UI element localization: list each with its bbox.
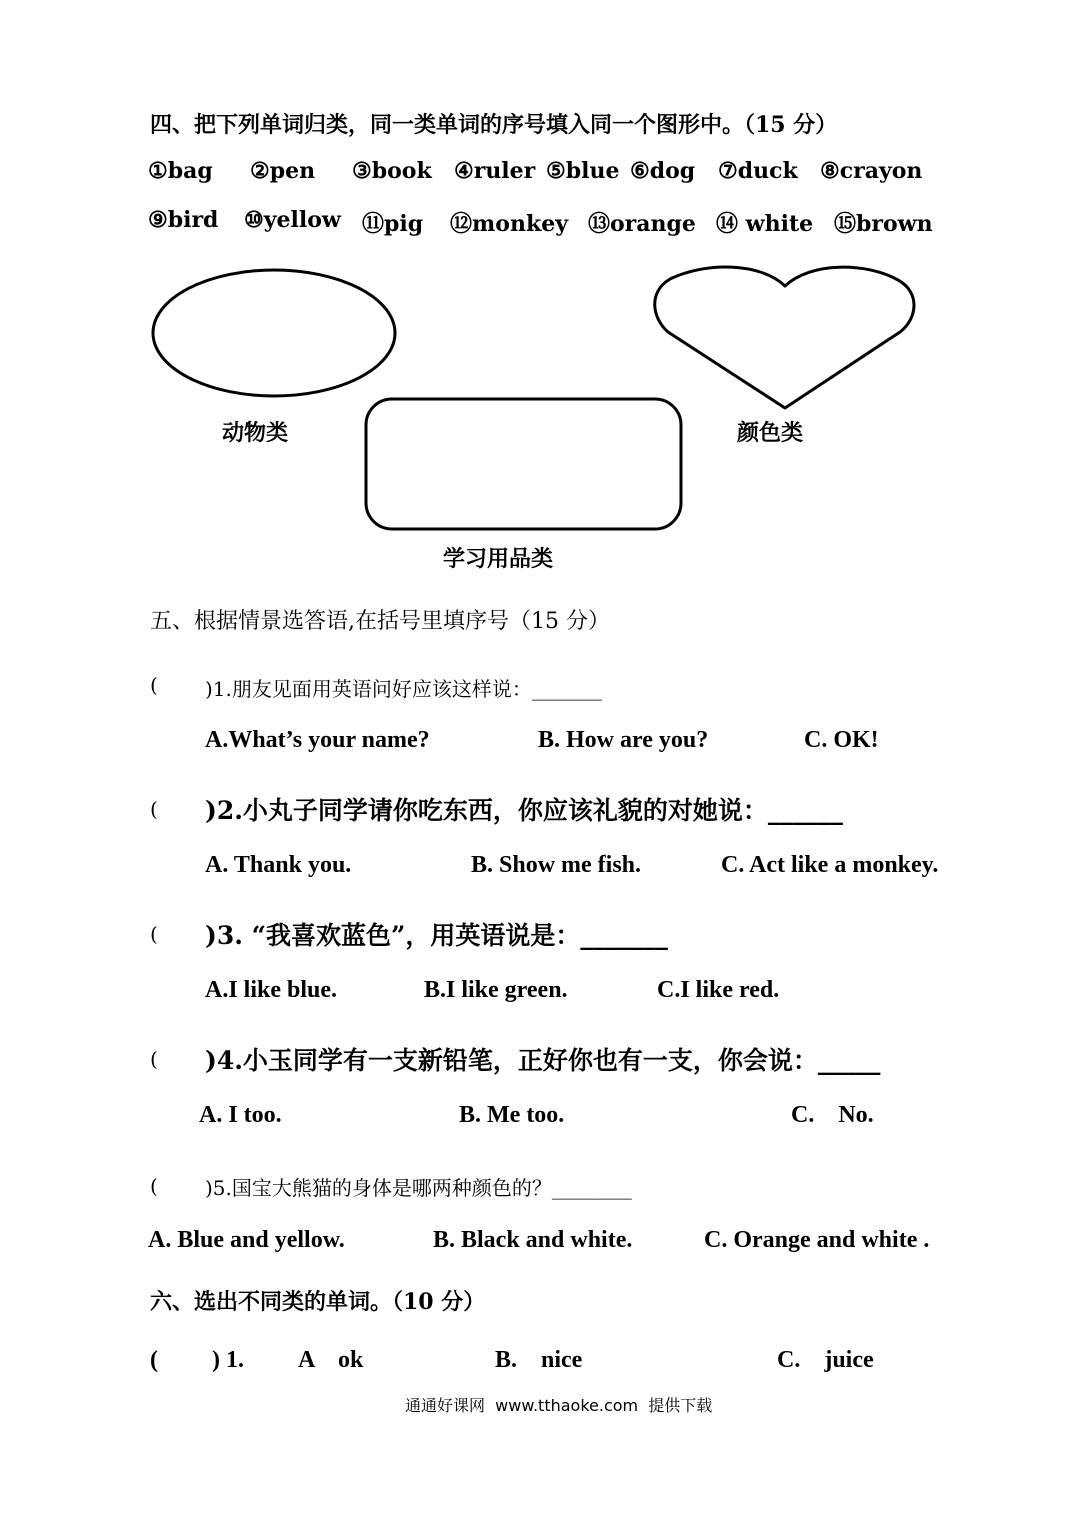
question-2: )2.小丸子同学请你吃东西，你应该礼貌的对她说：______ (205, 796, 843, 825)
question-5: )5.国宝大熊猫的身体是哪两种颜色的？________ (205, 1176, 632, 1200)
option-c[interactable]: C. juice (777, 1347, 874, 1373)
word-item: ⑩yellow (244, 207, 341, 233)
word-item: ⑧crayon (820, 158, 923, 184)
answer-paren[interactable]: ( (150, 922, 158, 946)
stationery-category-label: 学习用品类 (443, 547, 554, 572)
option-c[interactable]: C. OK! (804, 727, 879, 753)
option-c[interactable]: C.I like red. (657, 977, 780, 1003)
option-c[interactable]: C. No. (791, 1102, 874, 1128)
word-item: ①bag (148, 158, 213, 184)
option-a[interactable]: A. Blue and yellow. (148, 1227, 345, 1253)
option-b[interactable]: B.I like green. (424, 977, 568, 1003)
word-item: ⑫monkey (450, 211, 568, 237)
section-6-q1-number[interactable]: ( ) 1. (150, 1347, 244, 1373)
word-item: ⑦duck (718, 158, 798, 184)
word-item: ⑥dog (630, 158, 696, 184)
option-b[interactable]: B. How are you? (538, 727, 709, 753)
animal-category-label: 动物类 (222, 421, 289, 446)
color-heart[interactable] (655, 267, 914, 408)
question-4: )4.小玉同学有一支新铅笔，正好你也有一支，你会说：_____ (205, 1046, 881, 1075)
option-a[interactable]: A. Thank you. (205, 852, 352, 878)
option-b[interactable]: B. Black and white. (433, 1227, 633, 1253)
option-c[interactable]: C. Act like a monkey. (721, 852, 939, 878)
word-item: ⑤blue (546, 158, 620, 184)
word-item: ④ruler (454, 158, 536, 184)
word-item: ⑭ white (716, 211, 814, 237)
word-item: ⑨bird (148, 207, 219, 233)
option-a[interactable]: A. I too. (199, 1102, 282, 1128)
option-a[interactable]: A.What’s your name? (205, 727, 430, 753)
option-a[interactable]: A ok (298, 1347, 364, 1373)
answer-paren[interactable]: ( (150, 797, 158, 821)
word-item: ⑬orange (588, 211, 696, 237)
word-item: ⑪pig (362, 211, 424, 237)
color-category-label: 颜色类 (737, 421, 804, 446)
section-4-title: 四、把下列单词归类，同一类单词的序号填入同一个图形中。（15 分） (150, 112, 838, 138)
animal-ellipse[interactable] (153, 270, 395, 396)
option-c[interactable]: C. Orange and white . (704, 1227, 930, 1253)
section-6-title: 六、选出不同类的单词。（10 分） (150, 1289, 486, 1315)
question-1: )1.朋友见面用英语问好应该这样说：_______ (205, 677, 602, 701)
option-a[interactable]: A.I like blue. (205, 977, 338, 1003)
word-item: ②pen (250, 158, 316, 184)
footer-source: 通通好课网 www.tthaoke.com 提供下载 (405, 1396, 713, 1415)
answer-paren[interactable]: ( (150, 1047, 158, 1071)
answer-paren[interactable]: ( (150, 1174, 158, 1198)
option-b[interactable]: B. Me too. (459, 1102, 565, 1128)
word-item: ③book (352, 158, 432, 184)
answer-paren[interactable]: ( (150, 673, 158, 697)
option-b[interactable]: B. nice (495, 1347, 583, 1373)
question-3: )3. “我喜欢蓝色”，用英语说是：_______ (205, 921, 668, 950)
option-b[interactable]: B. Show me fish. (471, 852, 642, 878)
stationery-rectangle[interactable] (366, 399, 681, 529)
section-5-title: 五、根据情景选答语,在括号里填序号（15 分） (150, 609, 610, 634)
word-item: ⑮brown (834, 211, 933, 237)
